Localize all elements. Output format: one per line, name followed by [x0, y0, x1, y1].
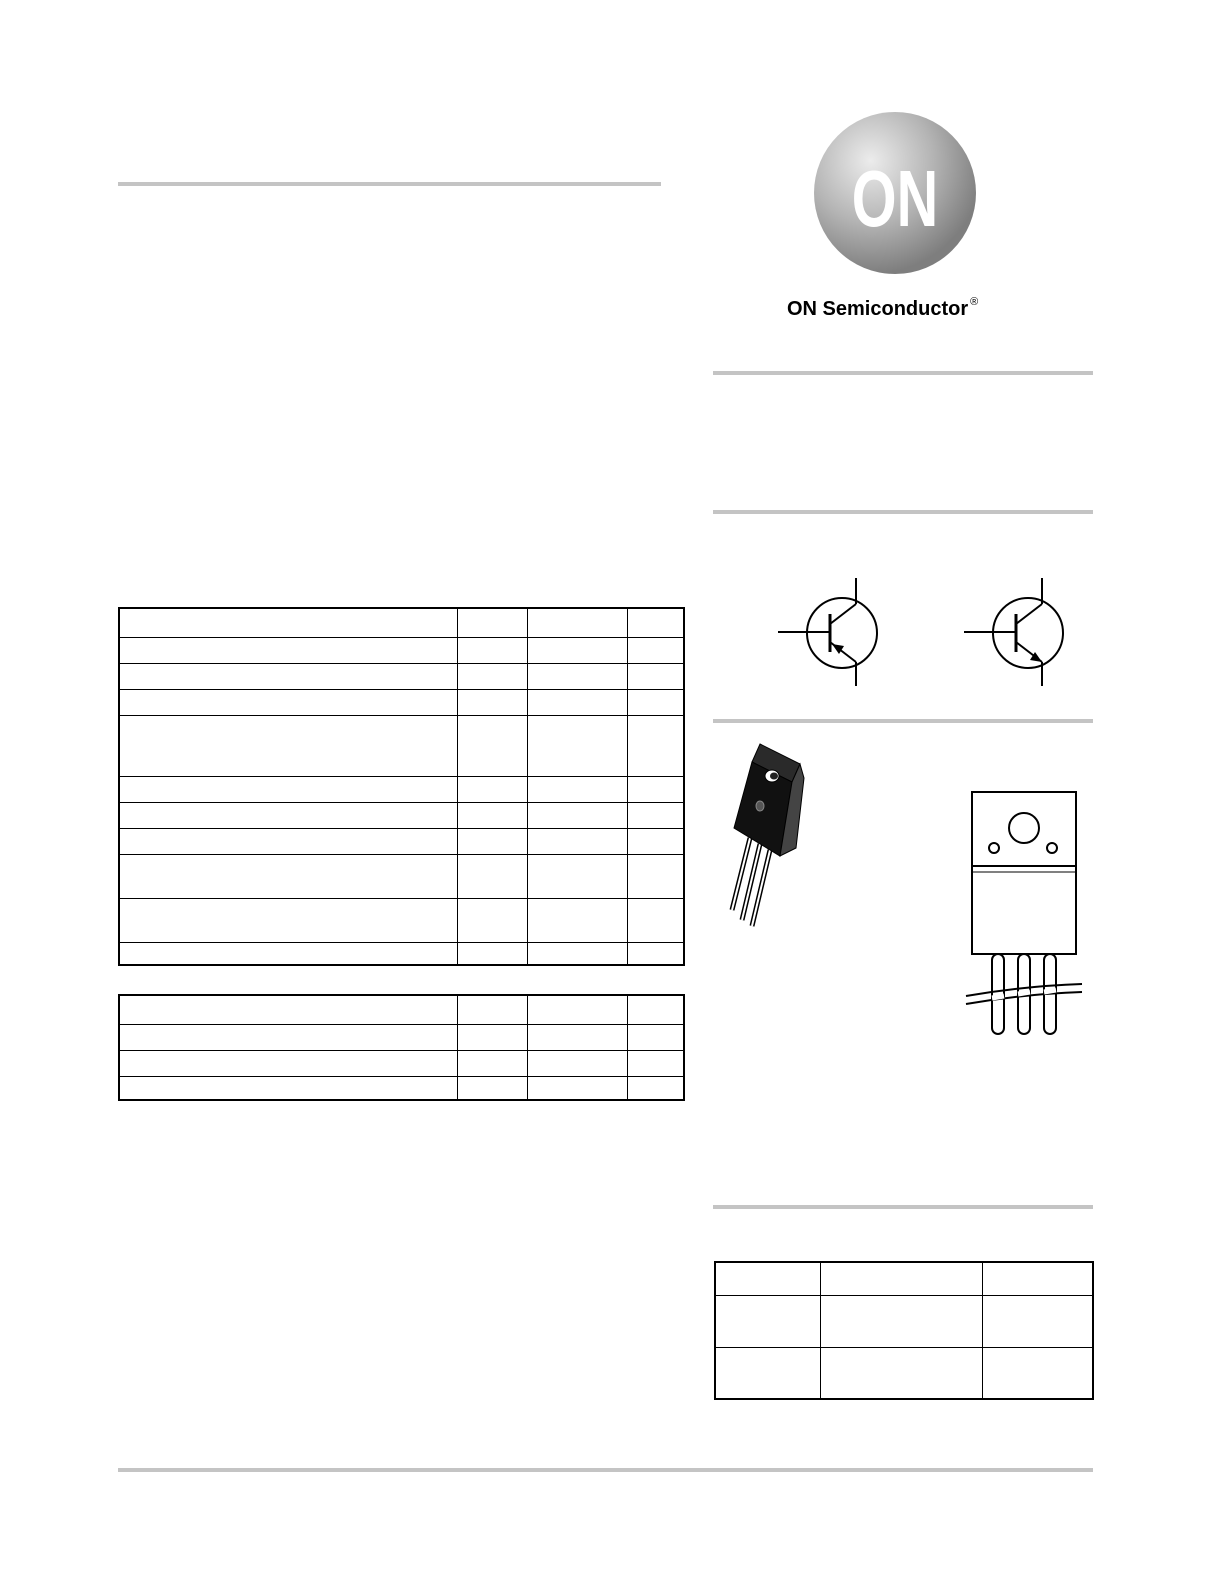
table-row	[715, 1262, 1093, 1295]
table-row	[119, 689, 684, 715]
header-rule-left	[118, 182, 661, 186]
to220-fullpak-package-icon	[722, 738, 812, 928]
footer-rule	[118, 1468, 1093, 1472]
section-rule-1	[713, 371, 1093, 375]
brand-name-text: ON Semiconductor	[787, 298, 969, 320]
table-row	[119, 776, 684, 802]
to220-package-outline-icon	[962, 790, 1086, 1040]
table-row	[119, 715, 684, 776]
table-row	[715, 1347, 1093, 1399]
npn-transistor-symbol-icon	[958, 576, 1070, 688]
section-rule-4	[713, 1205, 1093, 1209]
table-row	[119, 854, 684, 898]
table-row	[119, 608, 684, 637]
table-row	[119, 663, 684, 689]
table-row	[119, 942, 684, 965]
table-row	[119, 802, 684, 828]
table-row	[119, 637, 684, 663]
on-logo-icon	[812, 110, 978, 276]
table-row	[119, 898, 684, 942]
svg-text:ON: ON	[851, 153, 939, 244]
table-row	[119, 1076, 684, 1100]
section-rule-3	[713, 719, 1093, 723]
table-row	[119, 1024, 684, 1050]
brand-name	[787, 296, 978, 321]
maximum-ratings-table	[118, 607, 685, 966]
table-row	[119, 995, 684, 1024]
section-rule-2	[713, 510, 1093, 514]
pnp-transistor-symbol-icon	[772, 576, 884, 688]
table-row	[119, 828, 684, 854]
table-row	[715, 1295, 1093, 1347]
ordering-information-table	[714, 1261, 1094, 1400]
thermal-characteristics-table	[118, 994, 685, 1101]
table-row	[119, 1050, 684, 1076]
on-logo	[812, 110, 978, 276]
registered-mark: ®	[970, 296, 979, 308]
